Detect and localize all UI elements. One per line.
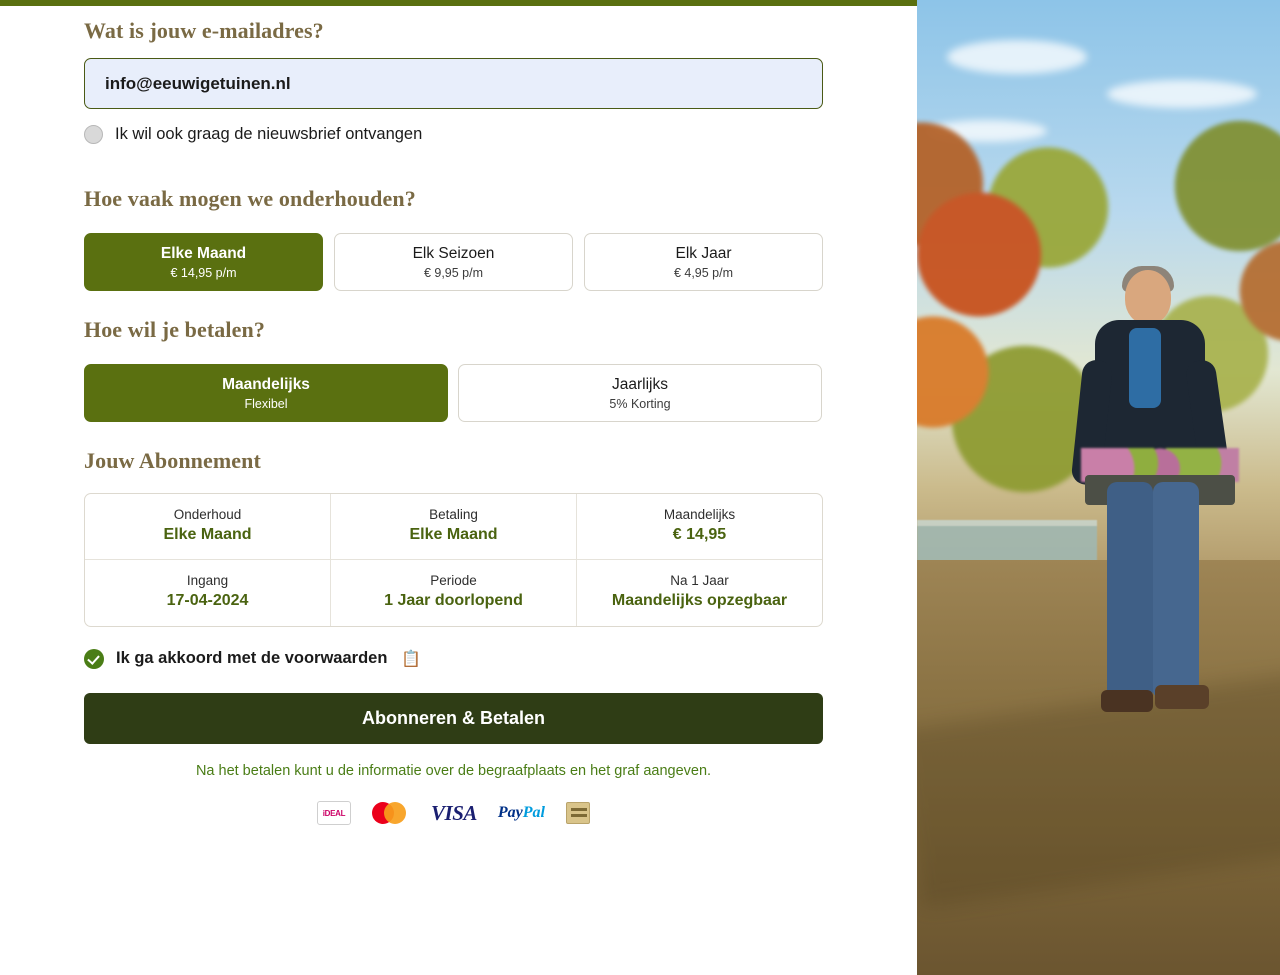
payment-option-monthly[interactable]: [84, 364, 448, 422]
paypal-label-pay: Pay: [497, 804, 523, 822]
visa-icon: VISA: [431, 800, 477, 825]
summary-label: Maandelijks: [663, 507, 736, 522]
summary-cell-betaling: [330, 494, 576, 559]
summary-label: Periode: [430, 573, 477, 589]
subscription-summary: [84, 493, 823, 627]
maintenance-option-monthly-price: € 14,95 p/m: [170, 265, 237, 280]
maintenance-option-monthly-label: Elke Maand: [160, 244, 247, 262]
photo-person-leg-left: [1107, 482, 1153, 697]
banktransfer-icon: [566, 802, 590, 824]
clipboard-icon[interactable]: 📋: [401, 650, 422, 668]
summary-label: Betaling: [429, 507, 478, 522]
terms-checkbox-row[interactable]: [84, 649, 823, 669]
summary-value: € 14,95: [672, 526, 727, 543]
maintenance-option-yearly-price: € 4,95 p/m: [673, 265, 734, 280]
photo-person-shoe-right: [1155, 685, 1209, 709]
summary-value: 17-04-2024: [166, 592, 249, 610]
summary-value: Maandelijks opzegbaar: [611, 592, 788, 610]
summary-label: Ingang: [186, 573, 229, 589]
photo-person-shirt: [1129, 328, 1161, 408]
summary-value: Elke Maand: [163, 526, 252, 543]
terms-label: Ik ga akkoord met de voorwaarden: [116, 649, 388, 668]
email-input[interactable]: info@eeuwigetuinen.nl: [84, 58, 823, 109]
payment-method-icons: [84, 801, 823, 826]
photo-person-leg-right: [1153, 482, 1199, 697]
maintenance-option-yearly-label: Elk Jaar: [675, 244, 732, 262]
photo-person-head: [1125, 270, 1171, 324]
payment-options: [84, 364, 823, 422]
maintenance-option-seasonal-price: € 9,95 p/m: [423, 265, 484, 280]
paypal-label-pal: Pal: [522, 804, 545, 822]
summary-cell-periode: [330, 560, 576, 625]
payment-option-yearly[interactable]: [458, 364, 822, 422]
payment-option-yearly-label: Jaarlijks: [612, 375, 668, 393]
paypal-icon: [498, 804, 545, 822]
summary-label: Onderhoud: [173, 507, 242, 522]
photo-person-shoe-left: [1101, 690, 1153, 712]
check-icon[interactable]: [84, 649, 104, 669]
summary-cell-onderhoud: [85, 494, 330, 559]
maintenance-option-seasonal[interactable]: [334, 233, 573, 291]
maintenance-option-monthly[interactable]: [84, 233, 323, 291]
subscribe-and-pay-button[interactable]: Abonneren & Betalen: [84, 693, 823, 744]
photo-cloud: [947, 40, 1087, 74]
newsletter-checkbox-row[interactable]: [84, 125, 823, 144]
summary-cell-ingang: [85, 560, 330, 625]
payment-option-monthly-sub: Flexibel: [244, 396, 288, 411]
photo-person: [1067, 270, 1247, 930]
summary-label: Na 1 Jaar: [670, 573, 729, 589]
spacer: [84, 422, 823, 448]
spacer: [84, 144, 823, 186]
summary-value: 1 Jaar doorlopend: [384, 592, 523, 610]
payment-section-title: Hoe wil je betalen?: [84, 317, 265, 342]
mastercard-icon: [372, 801, 410, 825]
newsletter-checkbox-icon[interactable]: [84, 125, 103, 144]
spacer: [84, 291, 823, 317]
maintenance-options: [84, 233, 823, 291]
summary-cell-na-1-jaar: [576, 560, 822, 625]
email-section-title: Wat is jouw e-mailadres?: [84, 18, 324, 43]
maintenance-section-title: Hoe vaak mogen we onderhouden?: [84, 186, 416, 211]
maintenance-option-yearly[interactable]: [584, 233, 823, 291]
maintenance-option-seasonal-label: Elk Seizoen: [412, 244, 495, 262]
payment-option-monthly-label: Maandelijks: [222, 375, 310, 393]
ideal-icon: iDEAL: [317, 801, 351, 825]
payment-option-yearly-sub: 5% Korting: [609, 396, 671, 411]
garden-worker-photo: [917, 0, 1280, 975]
summary-row: [85, 559, 822, 625]
subscription-section-title: Jouw Abonnement: [84, 448, 261, 473]
newsletter-label: Ik wil ook graag de nieuwsbrief ontvangen: [115, 125, 423, 143]
summary-value: Elke Maand: [409, 526, 498, 543]
summary-row: [85, 494, 822, 559]
summary-cell-maandelijks: [576, 494, 822, 559]
after-payment-note: Na het betalen kunt u de informatie over de begraafplaats en het graf aangeven.: [195, 762, 712, 779]
